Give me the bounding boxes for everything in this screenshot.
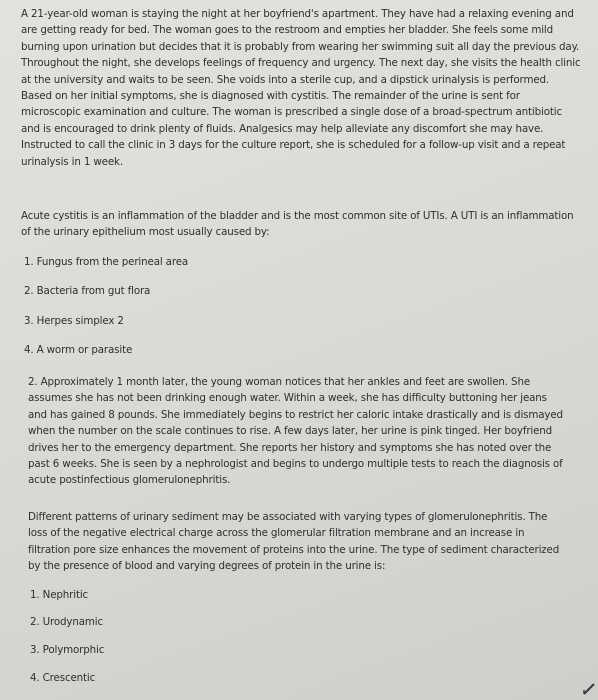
question-2-option-2[interactable]: 2. Urodynamic <box>30 616 104 628</box>
case-2-paragraph: 2. Approximately 1 month later, the young woman notices that her ankles and feet are swollen. She assumes she has not been drinking enough water. Within a week, she has difficulty buttoning her jeans and has gained 8 pounds. She immediately begins to restrict her caloric intake drastically and is dismayed when the number on the scale continues to rise. A few days later, her urine is pink tinged. Her boyfriend drives her to the emergency department. She reports her history and symptoms she has noted over the past 6 weeks. She is seen by a nephrologist and begins to undergo multiple tests to reach the diagnosis of acute postinfectious glomerulonephritis. <box>28 376 563 487</box>
question-1-option-1[interactable]: 1. Fungus from the perineal area <box>24 256 189 268</box>
question-2-stem: Different patterns of urinary sediment may be associated with varying types of glomerulonephritis. The loss of the negative electrical charge across the glomerular filtration membrane and an increase in filtration pore size enhances the movement of proteins into the urine. The type of sediment characterized by the presence of blood and varying degrees of protein in the urine is: <box>28 511 560 573</box>
question-2-option-1[interactable]: 1. Nephritic <box>30 589 89 601</box>
question-1-option-3[interactable]: 3. Herpes simplex 2 <box>24 315 124 327</box>
question-2-option-3[interactable]: 3. Polymorphic <box>30 644 105 656</box>
pencil-icon[interactable] <box>582 682 596 696</box>
question-1-option-4[interactable]: 4. A worm or parasite <box>24 344 133 356</box>
question-1-stem: Acute cystitis is an inflammation of the bladder and is the most common site of UTIs. A UTI is an inflammation of the urinary epithelium most usually caused by: <box>21 210 574 239</box>
question-1-option-2[interactable]: 2. Bacteria from gut flora <box>24 285 151 297</box>
case-1-paragraph: A 21-year-old woman is staying the night at her boyfriend's apartment. They have had a relaxing evening and are getting ready for bed. The woman goes to the restroom and empties her bladder. She feels some mild burning upon urination but decides that it is probably from wearing her swimming suit all day the previous day. Throughout the night, she develops feelings of frequency and urgency. The next day, she visits the health clinic at the university and waits to be seen. She voids into a sterile cup, and a dipstick urinalysis is performed. Based on her initial symptoms, she is diagnosed with cystitis. The remainder of the urine is sent for microscopic examination and culture. The woman is prescribed a single dose of a broad-spectrum antibiotic and is encouraged to drink plenty of fluids. Analgesics may help alleviate any discomfort she may have. Instructed to call the clinic in 3 days for the culture report, she is scheduled for a follow-up visit and a repeat urinalysis in 1 week. <box>21 8 581 168</box>
question-2-option-4[interactable]: 4. Crescentic <box>30 672 96 684</box>
